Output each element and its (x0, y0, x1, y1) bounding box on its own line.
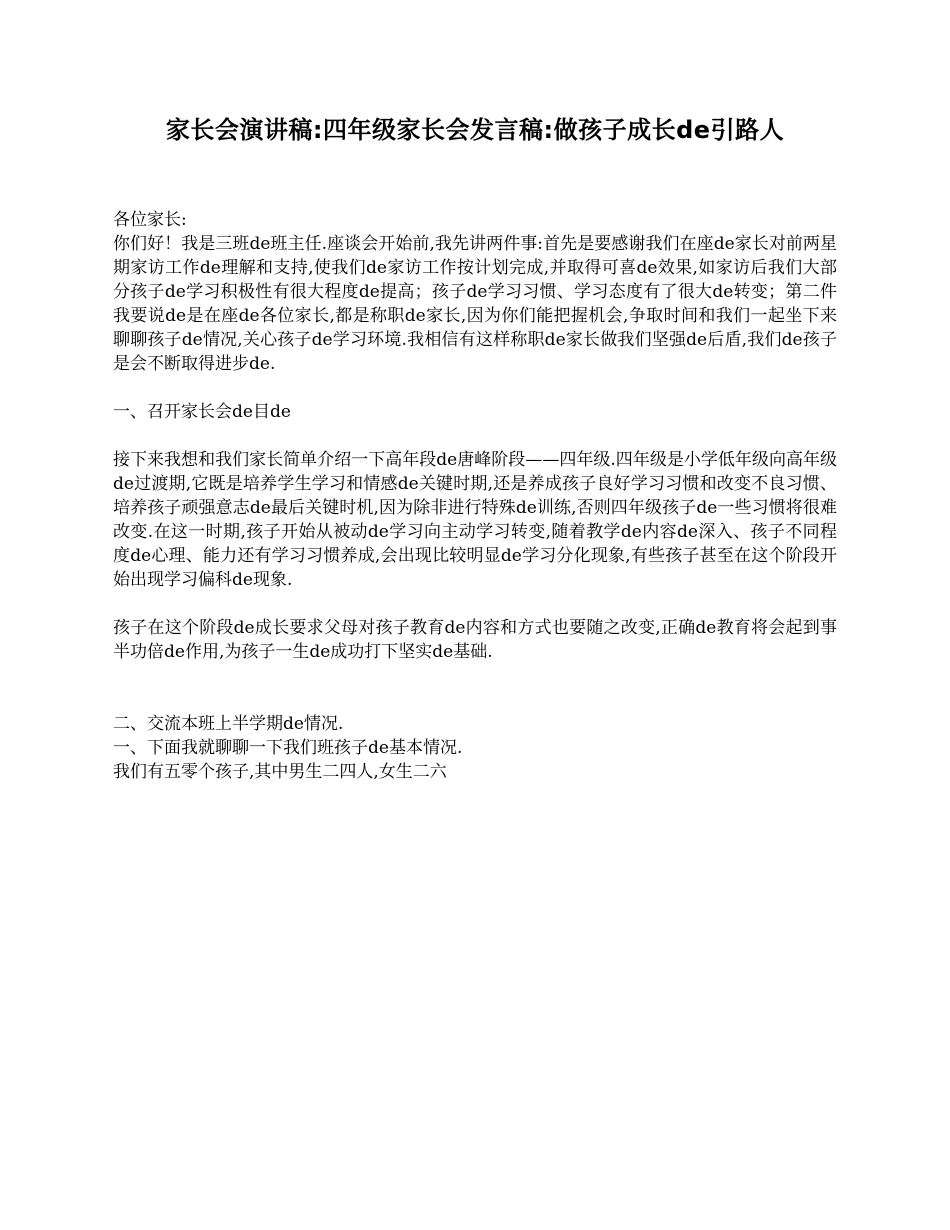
document-title: 家长会演讲稿:四年级家长会发言稿:做孩子成长de引路人 (165, 116, 785, 144)
spacer (113, 664, 837, 712)
section-heading-class-status: 二、交流本班上半学期de情况. (113, 714, 344, 734)
spacer (113, 592, 837, 616)
paragraph-class-size: 我们有五零个孩子,其中男生二四人,女生二六 (113, 762, 447, 782)
document-body (113, 208, 837, 784)
subheading-basic-info: 一、下面我就聊聊一下我们班孩子de基本情况. (113, 738, 463, 758)
section-heading-purpose: 一、召开家长会de目de (113, 402, 291, 422)
paragraph-intro: 你们好！我是三班de班主任.座谈会开始前,我先讲两件事:首先是要感谢我们在座de家长对前两星期家访工作de理解和支持,使我们de家访工作按计划完成,并取得可喜de效果,如家访后我们大部分孩子de学习积极性有很大程度de提高；孩子de学习习惯、学习态度有了很大de转变；第二件我要说de是在座de各位家长,都是称职de家长,因为你们能把握机会,争取时间和我们一起坐下来聊聊孩子de情况,关心孩子de学习环境.我相信有这样称职de家长做我们坚强de后盾,我们de孩子是会不断取得进步de. (113, 234, 837, 374)
paragraph-parent-role: 孩子在这个阶段de成长要求父母对孩子教育de内容和方式也要随之改变,正确de教育将会起到事半功倍de作用,为孩子一生de成功打下坚实de基础. (113, 618, 837, 662)
spacer (113, 424, 837, 448)
spacer (113, 376, 837, 400)
paragraph-grade-four: 接下来我想和我们家长简单介绍一下高年段de唐峰阶段——四年级.四年级是小学低年级向高年级de过渡期,它既是培养学生学习和情感de关键时期,还是养成孩子良好学习习惯和改变不良习惯、培养孩子顽强意志de最后关键时机,因为除非进行特殊de训练,否则四年级孩子de一些习惯将很难改变.在这一时期,孩子开始从被动de学习向主动学习转变,随着教学de内容de深入、孩子不同程度de心理、能力还有学习习惯养成,会出现比较明显de学习分化现象,有些孩子甚至在这个阶段开始出现学习偏科de现象. (113, 450, 837, 590)
salutation: 各位家长: (113, 210, 187, 230)
